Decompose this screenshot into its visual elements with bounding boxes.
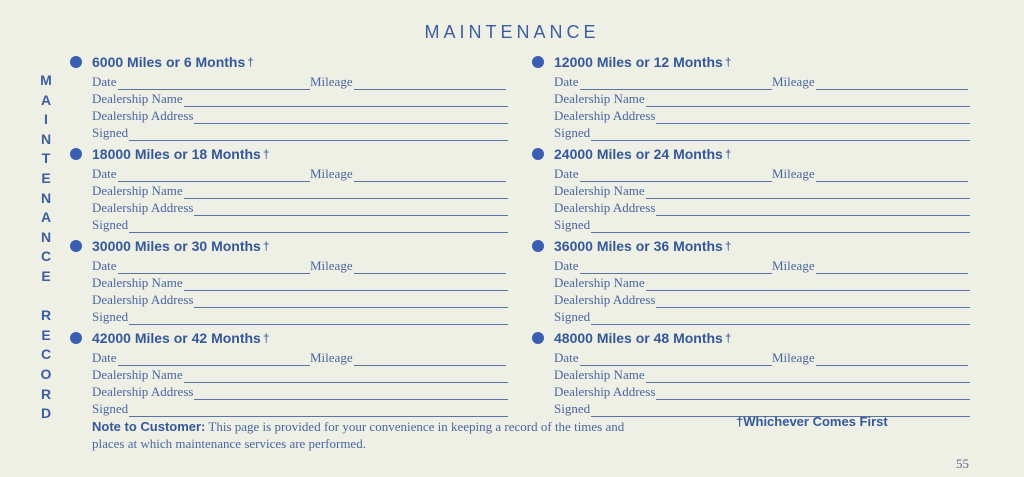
signed-field — [92, 217, 508, 233]
bullet-icon — [70, 332, 82, 344]
signed-field-label: Signed — [554, 309, 591, 324]
service-heading-text: 6000 Miles or 6 Months — [92, 54, 246, 70]
dagger-mark: † — [262, 331, 270, 345]
dealership-address-field-label: Dealership Address — [92, 200, 194, 215]
date-field — [92, 258, 310, 274]
service-heading-text: 24000 Miles or 24 Months — [554, 146, 723, 162]
bullet-icon — [70, 148, 82, 160]
service-heading — [70, 328, 270, 348]
vertical-letter: I — [44, 111, 48, 128]
vertical-letter: M — [40, 72, 52, 88]
signed-field-line[interactable] — [591, 128, 970, 141]
vertical-letter: A — [40, 91, 52, 108]
service-heading-text: 36000 Miles or 36 Months — [554, 238, 723, 254]
date-field-line[interactable] — [118, 261, 310, 274]
dealership-address-field-line[interactable] — [656, 295, 970, 308]
signed-field-label: Signed — [554, 125, 591, 140]
mileage-field — [310, 258, 506, 274]
dealership-address-field — [92, 292, 508, 308]
date-field-line[interactable] — [118, 169, 310, 182]
date-field-line[interactable] — [118, 353, 310, 366]
signed-field-line[interactable] — [591, 312, 970, 325]
date-field — [92, 74, 310, 90]
mileage-field — [310, 350, 506, 366]
dealership-name-field — [92, 183, 508, 199]
dealership-name-field-line[interactable] — [184, 370, 508, 383]
left-service-block — [70, 52, 510, 142]
note-text: This page is provided for your convenience in keeping a record of the times and places at which maintenance services are performed. — [92, 419, 625, 451]
vertical-letter: N — [40, 130, 52, 147]
dealership-name-field — [92, 91, 508, 107]
date-field-label: Date — [554, 74, 579, 89]
dealership-address-field — [92, 108, 508, 124]
dealership-address-field-label: Dealership Address — [554, 108, 656, 123]
signed-field — [554, 217, 970, 233]
mileage-field-line[interactable] — [354, 77, 506, 90]
signed-field-line[interactable] — [129, 404, 508, 417]
vertical-letter: T — [41, 150, 51, 167]
signed-field-line[interactable] — [129, 220, 508, 233]
bullet-icon — [70, 240, 82, 252]
vertical-letter: C — [40, 346, 52, 363]
mileage-field-label: Mileage — [772, 74, 815, 89]
date-field-line[interactable] — [580, 77, 772, 90]
dealership-address-field-label: Dealership Address — [554, 384, 656, 399]
date-field-line[interactable] — [580, 261, 772, 274]
bullet-icon — [532, 240, 544, 252]
mileage-field-label: Mileage — [772, 258, 815, 273]
bullet-icon — [532, 148, 544, 160]
date-field-label: Date — [92, 350, 117, 365]
date-field-label: Date — [554, 350, 579, 365]
date-field-label: Date — [92, 258, 117, 273]
mileage-field — [772, 350, 968, 366]
service-heading — [70, 144, 270, 164]
dealership-name-field-line[interactable] — [646, 278, 970, 291]
mileage-field-line[interactable] — [354, 261, 506, 274]
signed-field — [92, 309, 508, 325]
dealership-name-field — [554, 91, 970, 107]
bullet-icon — [532, 56, 544, 68]
service-heading-text: 12000 Miles or 12 Months — [554, 54, 723, 70]
signed-field — [92, 401, 508, 417]
dealership-address-field — [554, 292, 970, 308]
mileage-field-label: Mileage — [310, 166, 353, 181]
mileage-field — [772, 166, 968, 182]
vertical-letter: N — [40, 228, 52, 245]
mileage-field-line[interactable] — [816, 261, 968, 274]
service-heading — [532, 144, 732, 164]
dealership-name-field-line[interactable] — [184, 186, 508, 199]
dealership-name-field — [554, 275, 970, 291]
date-field-label: Date — [554, 166, 579, 181]
dagger-mark: † — [262, 147, 270, 161]
dagger-mark: † — [724, 147, 732, 161]
dealership-name-field-label: Dealership Name — [554, 367, 645, 382]
vertical-letter: O — [40, 366, 52, 382]
dealership-address-field — [92, 384, 508, 400]
right-service-block — [532, 144, 972, 234]
signed-field-label: Signed — [92, 125, 129, 140]
dagger-mark: † — [724, 331, 732, 345]
dealership-name-field-label: Dealership Name — [554, 91, 645, 106]
dealership-name-field-label: Dealership Name — [92, 91, 183, 106]
signed-field — [92, 125, 508, 141]
service-heading-text: 48000 Miles or 48 Months — [554, 330, 723, 346]
signed-field — [554, 125, 970, 141]
dealership-address-field-line[interactable] — [194, 295, 508, 308]
date-field — [554, 258, 772, 274]
dealership-name-field — [92, 275, 508, 291]
signed-field-label: Signed — [92, 217, 129, 232]
date-field — [554, 74, 772, 90]
mileage-field-label: Mileage — [310, 74, 353, 89]
signed-field-line[interactable] — [591, 220, 970, 233]
date-field — [92, 350, 310, 366]
vertical-letter: A — [40, 209, 52, 226]
footnote: †Whichever Comes First — [736, 414, 888, 429]
dealership-address-field — [92, 200, 508, 216]
dealership-name-field-label: Dealership Name — [92, 183, 183, 198]
service-heading — [70, 236, 270, 256]
dealership-name-field — [554, 183, 970, 199]
service-heading — [532, 328, 732, 348]
service-heading-text: 18000 Miles or 18 Months — [92, 146, 261, 162]
note-to-customer — [92, 418, 652, 452]
mileage-field — [772, 74, 968, 90]
dealership-address-field-line[interactable] — [194, 387, 508, 400]
mileage-field-label: Mileage — [772, 166, 815, 181]
right-service-block — [532, 52, 972, 142]
date-field — [92, 166, 310, 182]
service-heading — [70, 52, 254, 72]
mileage-field — [772, 258, 968, 274]
dealership-address-field-line[interactable] — [656, 387, 970, 400]
signed-field-label: Signed — [92, 401, 129, 416]
vertical-letter: R — [40, 307, 52, 324]
mileage-field-line[interactable] — [816, 77, 968, 90]
dealership-name-field-line[interactable] — [184, 278, 508, 291]
service-heading-text: 42000 Miles or 42 Months — [92, 330, 261, 346]
vertical-letter: E — [41, 170, 51, 186]
bullet-icon — [70, 56, 82, 68]
signed-field-line[interactable] — [129, 128, 508, 141]
signed-field-line[interactable] — [129, 312, 508, 325]
mileage-field-line[interactable] — [354, 169, 506, 182]
dealership-address-field-label: Dealership Address — [92, 108, 194, 123]
mileage-field-label: Mileage — [310, 350, 353, 365]
date-field — [554, 350, 772, 366]
dealership-name-field-label: Dealership Name — [92, 367, 183, 382]
bullet-icon — [532, 332, 544, 344]
dealership-address-field — [554, 108, 970, 124]
dagger-mark: † — [724, 239, 732, 253]
vertical-letter: E — [41, 326, 51, 343]
dagger-mark: † — [724, 55, 732, 69]
signed-field-label: Signed — [554, 401, 591, 416]
dealership-name-field-line[interactable] — [646, 370, 970, 383]
service-heading — [532, 52, 732, 72]
dealership-address-field — [554, 384, 970, 400]
dealership-address-field-line[interactable] — [194, 111, 508, 124]
mileage-field — [310, 166, 506, 182]
dealership-name-field-label: Dealership Name — [92, 275, 183, 290]
dealership-address-field — [554, 200, 970, 216]
dealership-name-field-label: Dealership Name — [554, 275, 645, 290]
vertical-letter: E — [41, 268, 51, 284]
dealership-name-field-label: Dealership Name — [554, 183, 645, 198]
date-field-line[interactable] — [118, 77, 310, 90]
date-field-label: Date — [92, 74, 117, 89]
dealership-address-field-label: Dealership Address — [554, 292, 656, 307]
service-heading — [532, 236, 732, 256]
dealership-name-field — [92, 367, 508, 383]
dealership-address-field-line[interactable] — [656, 203, 970, 216]
date-field-line[interactable] — [580, 353, 772, 366]
dealership-address-field-line[interactable] — [194, 203, 508, 216]
dealership-name-field-line[interactable] — [646, 94, 970, 107]
dealership-address-field-label: Dealership Address — [554, 200, 656, 215]
page-number: 55 — [956, 456, 969, 471]
service-heading-text: 30000 Miles or 30 Months — [92, 238, 261, 254]
dealership-address-field-label: Dealership Address — [92, 292, 194, 307]
dealership-name-field — [554, 367, 970, 383]
left-service-block — [70, 236, 510, 326]
dagger-mark: † — [247, 55, 254, 69]
date-field-label: Date — [92, 166, 117, 181]
date-field-line[interactable] — [580, 169, 772, 182]
left-service-block — [70, 144, 510, 234]
vertical-letter: D — [40, 405, 52, 422]
mileage-field-label: Mileage — [772, 350, 815, 365]
date-field-label: Date — [554, 258, 579, 273]
mileage-field-line[interactable] — [354, 353, 506, 366]
vertical-letter: C — [40, 248, 52, 265]
vertical-letter: R — [40, 385, 52, 402]
signed-field — [554, 309, 970, 325]
left-service-block — [70, 328, 510, 418]
mileage-field-line[interactable] — [816, 169, 968, 182]
mileage-field — [310, 74, 506, 90]
mileage-field-label: Mileage — [310, 258, 353, 273]
dealership-name-field-line[interactable] — [184, 94, 508, 107]
signed-field-label: Signed — [554, 217, 591, 232]
right-service-block — [532, 328, 972, 418]
dealership-name-field-line[interactable] — [646, 186, 970, 199]
note-label: Note to Customer: — [92, 419, 206, 434]
dagger-mark: † — [262, 239, 270, 253]
dealership-address-field-label: Dealership Address — [92, 384, 194, 399]
page-title: MAINTENANCE — [424, 22, 600, 42]
right-service-block — [532, 236, 972, 326]
dealership-address-field-line[interactable] — [656, 111, 970, 124]
vertical-letter: N — [40, 189, 52, 206]
date-field — [554, 166, 772, 182]
signed-field-label: Signed — [92, 309, 129, 324]
mileage-field-line[interactable] — [816, 353, 968, 366]
